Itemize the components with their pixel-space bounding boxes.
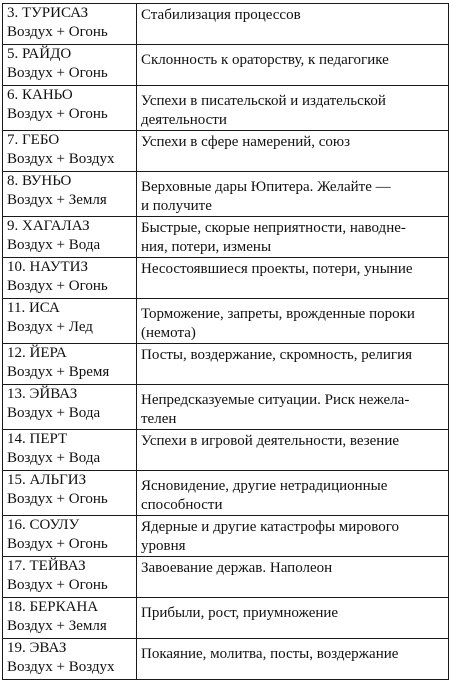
rune-description-cell	[137, 639, 449, 680]
rune-elements: Воздух + Огонь	[7, 65, 108, 81]
table-row	[3, 344, 449, 385]
rune-description-line: ния, потери, измены	[141, 239, 272, 255]
rune-name-cell	[3, 639, 137, 680]
rune-description-line: (немота)	[141, 325, 196, 341]
rune-name: 19. ЭВАЗ	[7, 640, 67, 656]
rune-name: 17. ТЕЙВАЗ	[7, 558, 86, 574]
rune-name-cell	[3, 430, 137, 471]
rune-description-line: Успехи в сфере намерений, союз	[141, 134, 351, 150]
rune-name: 6. КАНЬО	[7, 87, 73, 103]
rune-elements: Воздух + Огонь	[7, 536, 108, 552]
rune-description	[141, 385, 448, 429]
rune-elements: Воздух + Воздух	[7, 659, 115, 675]
rune-name: 16. СОУЛУ	[7, 517, 80, 533]
rune-table-body	[3, 4, 449, 680]
rune-name: 11. ИСА	[7, 300, 60, 316]
rune-description	[141, 45, 448, 70]
rune-description-line: Несостоявшиеся проекты, потери, уныние	[141, 261, 413, 277]
rune-name-cell	[3, 471, 137, 516]
rune-elements: Воздух + Время	[7, 364, 110, 380]
table-row	[3, 471, 449, 516]
rune-elements: Воздух + Лед	[7, 319, 93, 335]
rune-name-cell	[3, 86, 137, 131]
rune-name-cell	[3, 172, 137, 217]
rune-name: 3. ТУРИСАЗ	[7, 5, 89, 21]
rune-name: 14. ПЕРТ	[7, 431, 68, 447]
table-row	[3, 598, 449, 639]
rune-name: 7. ГЕБО	[7, 132, 60, 148]
rune-description	[141, 217, 448, 257]
rune-elements: Воздух + Вода	[7, 405, 101, 421]
rune-description	[141, 131, 448, 152]
rune-description-line: и получите	[141, 198, 212, 214]
rune-description-cell	[137, 172, 449, 217]
rune-description-line: Ясновидение, другие нетрадиционные	[141, 478, 388, 494]
rune-description-cell	[137, 385, 449, 430]
rune-elements: Воздух + Земля	[7, 618, 107, 634]
table-row	[3, 4, 449, 45]
rune-elements: Воздух + Земля	[7, 192, 107, 208]
rune-description	[141, 172, 448, 216]
rune-description-line: Покаяние, молитва, посты, воздержание	[141, 646, 399, 662]
rune-description-line: деятельности	[141, 112, 227, 128]
rune-description-cell	[137, 258, 449, 299]
rune-description-cell	[137, 344, 449, 385]
rune-name-cell	[3, 598, 137, 639]
rune-name: 9. ХАГАЛАЗ	[7, 218, 90, 234]
rune-description	[141, 557, 448, 578]
rune-description-line: Торможение, запреты, врожденные пороки	[141, 306, 415, 322]
rune-description-cell	[137, 86, 449, 131]
table-row	[3, 45, 449, 86]
rune-name: 8. ВУНЬО	[7, 173, 72, 189]
rune-description-line: уровня	[141, 538, 186, 554]
rune-name-cell	[3, 45, 137, 86]
rune-elements: Воздух + Огонь	[7, 491, 108, 507]
rune-description	[141, 430, 448, 451]
rune-description	[141, 86, 448, 130]
rune-name-cell	[3, 131, 137, 172]
rune-description-cell	[137, 471, 449, 516]
rune-name-cell	[3, 217, 137, 258]
rune-description	[141, 639, 448, 664]
rune-description-cell	[137, 598, 449, 639]
rune-name-cell	[3, 258, 137, 299]
rune-description-cell	[137, 217, 449, 258]
table-row	[3, 516, 449, 557]
rune-description-line: Быстрые, скорые неприятности, наводне-	[141, 220, 406, 236]
rune-description-cell	[137, 299, 449, 344]
table-row	[3, 172, 449, 217]
rune-elements: Воздух + Огонь	[7, 106, 108, 122]
rune-description-cell	[137, 516, 449, 557]
rune-name: 15. АЛЬГИЗ	[7, 472, 87, 488]
rune-description-line: Посты, воздержание, скромность, религия	[141, 347, 413, 363]
rune-elements: Воздух + Огонь	[7, 24, 108, 40]
rune-description-cell	[137, 131, 449, 172]
rune-description	[141, 4, 448, 25]
rune-elements: Воздух + Вода	[7, 237, 101, 253]
rune-description-line: Прибыли, рост, приумножение	[141, 605, 339, 621]
rune-elements: Воздух + Огонь	[7, 577, 108, 593]
rune-name: 10. НАУТИЗ	[7, 259, 88, 275]
rune-description-line: Стабилизация процессов	[141, 7, 301, 23]
rune-description	[141, 516, 448, 556]
rune-description-line: Непредсказуемые ситуации. Риск нежела-	[141, 392, 410, 408]
rune-description-line: Завоевание держав. Наполеон	[141, 560, 333, 576]
table-row	[3, 639, 449, 680]
rune-description	[141, 299, 448, 343]
table-row	[3, 217, 449, 258]
table-row	[3, 385, 449, 430]
rune-description-line: способности	[141, 497, 223, 513]
table-row	[3, 131, 449, 172]
rune-description	[141, 344, 448, 365]
rune-description-line: телен	[141, 411, 177, 427]
rune-name-cell	[3, 344, 137, 385]
rune-description	[141, 258, 448, 279]
rune-description-line: Успехи в игровой деятельности, везение	[141, 433, 400, 449]
rune-name: 13. ЭЙВАЗ	[7, 386, 78, 402]
rune-description-cell	[137, 4, 449, 45]
rune-table	[2, 3, 449, 680]
rune-description-line: Успехи в писательской и издательской	[141, 93, 386, 109]
rune-description	[141, 598, 448, 623]
table-row	[3, 557, 449, 598]
table-row	[3, 430, 449, 471]
rune-name-cell	[3, 4, 137, 45]
rune-name-cell	[3, 299, 137, 344]
rune-name: 5. РАЙДО	[7, 46, 72, 62]
table-row	[3, 299, 449, 344]
rune-description-cell	[137, 430, 449, 471]
rune-description-line: Ядерные и другие катастрофы мирового	[141, 519, 400, 535]
rune-name-cell	[3, 516, 137, 557]
table-row	[3, 86, 449, 131]
rune-description-line: Склонность к ораторству, к педагогике	[141, 52, 389, 68]
rune-description-cell	[137, 45, 449, 86]
rune-name-cell	[3, 385, 137, 430]
rune-name: 12. ЙЕРА	[7, 345, 67, 361]
rune-name-cell	[3, 557, 137, 598]
table-row	[3, 258, 449, 299]
rune-name: 18. БЕРКАНА	[7, 599, 99, 615]
rune-description	[141, 471, 448, 515]
rune-description-line: Верховные дары Юпитера. Желайте —	[141, 179, 391, 195]
rune-elements: Воздух + Воздух	[7, 151, 115, 167]
rune-elements: Воздух + Вода	[7, 450, 101, 466]
rune-elements: Воздух + Огонь	[7, 278, 108, 294]
rune-description-cell	[137, 557, 449, 598]
